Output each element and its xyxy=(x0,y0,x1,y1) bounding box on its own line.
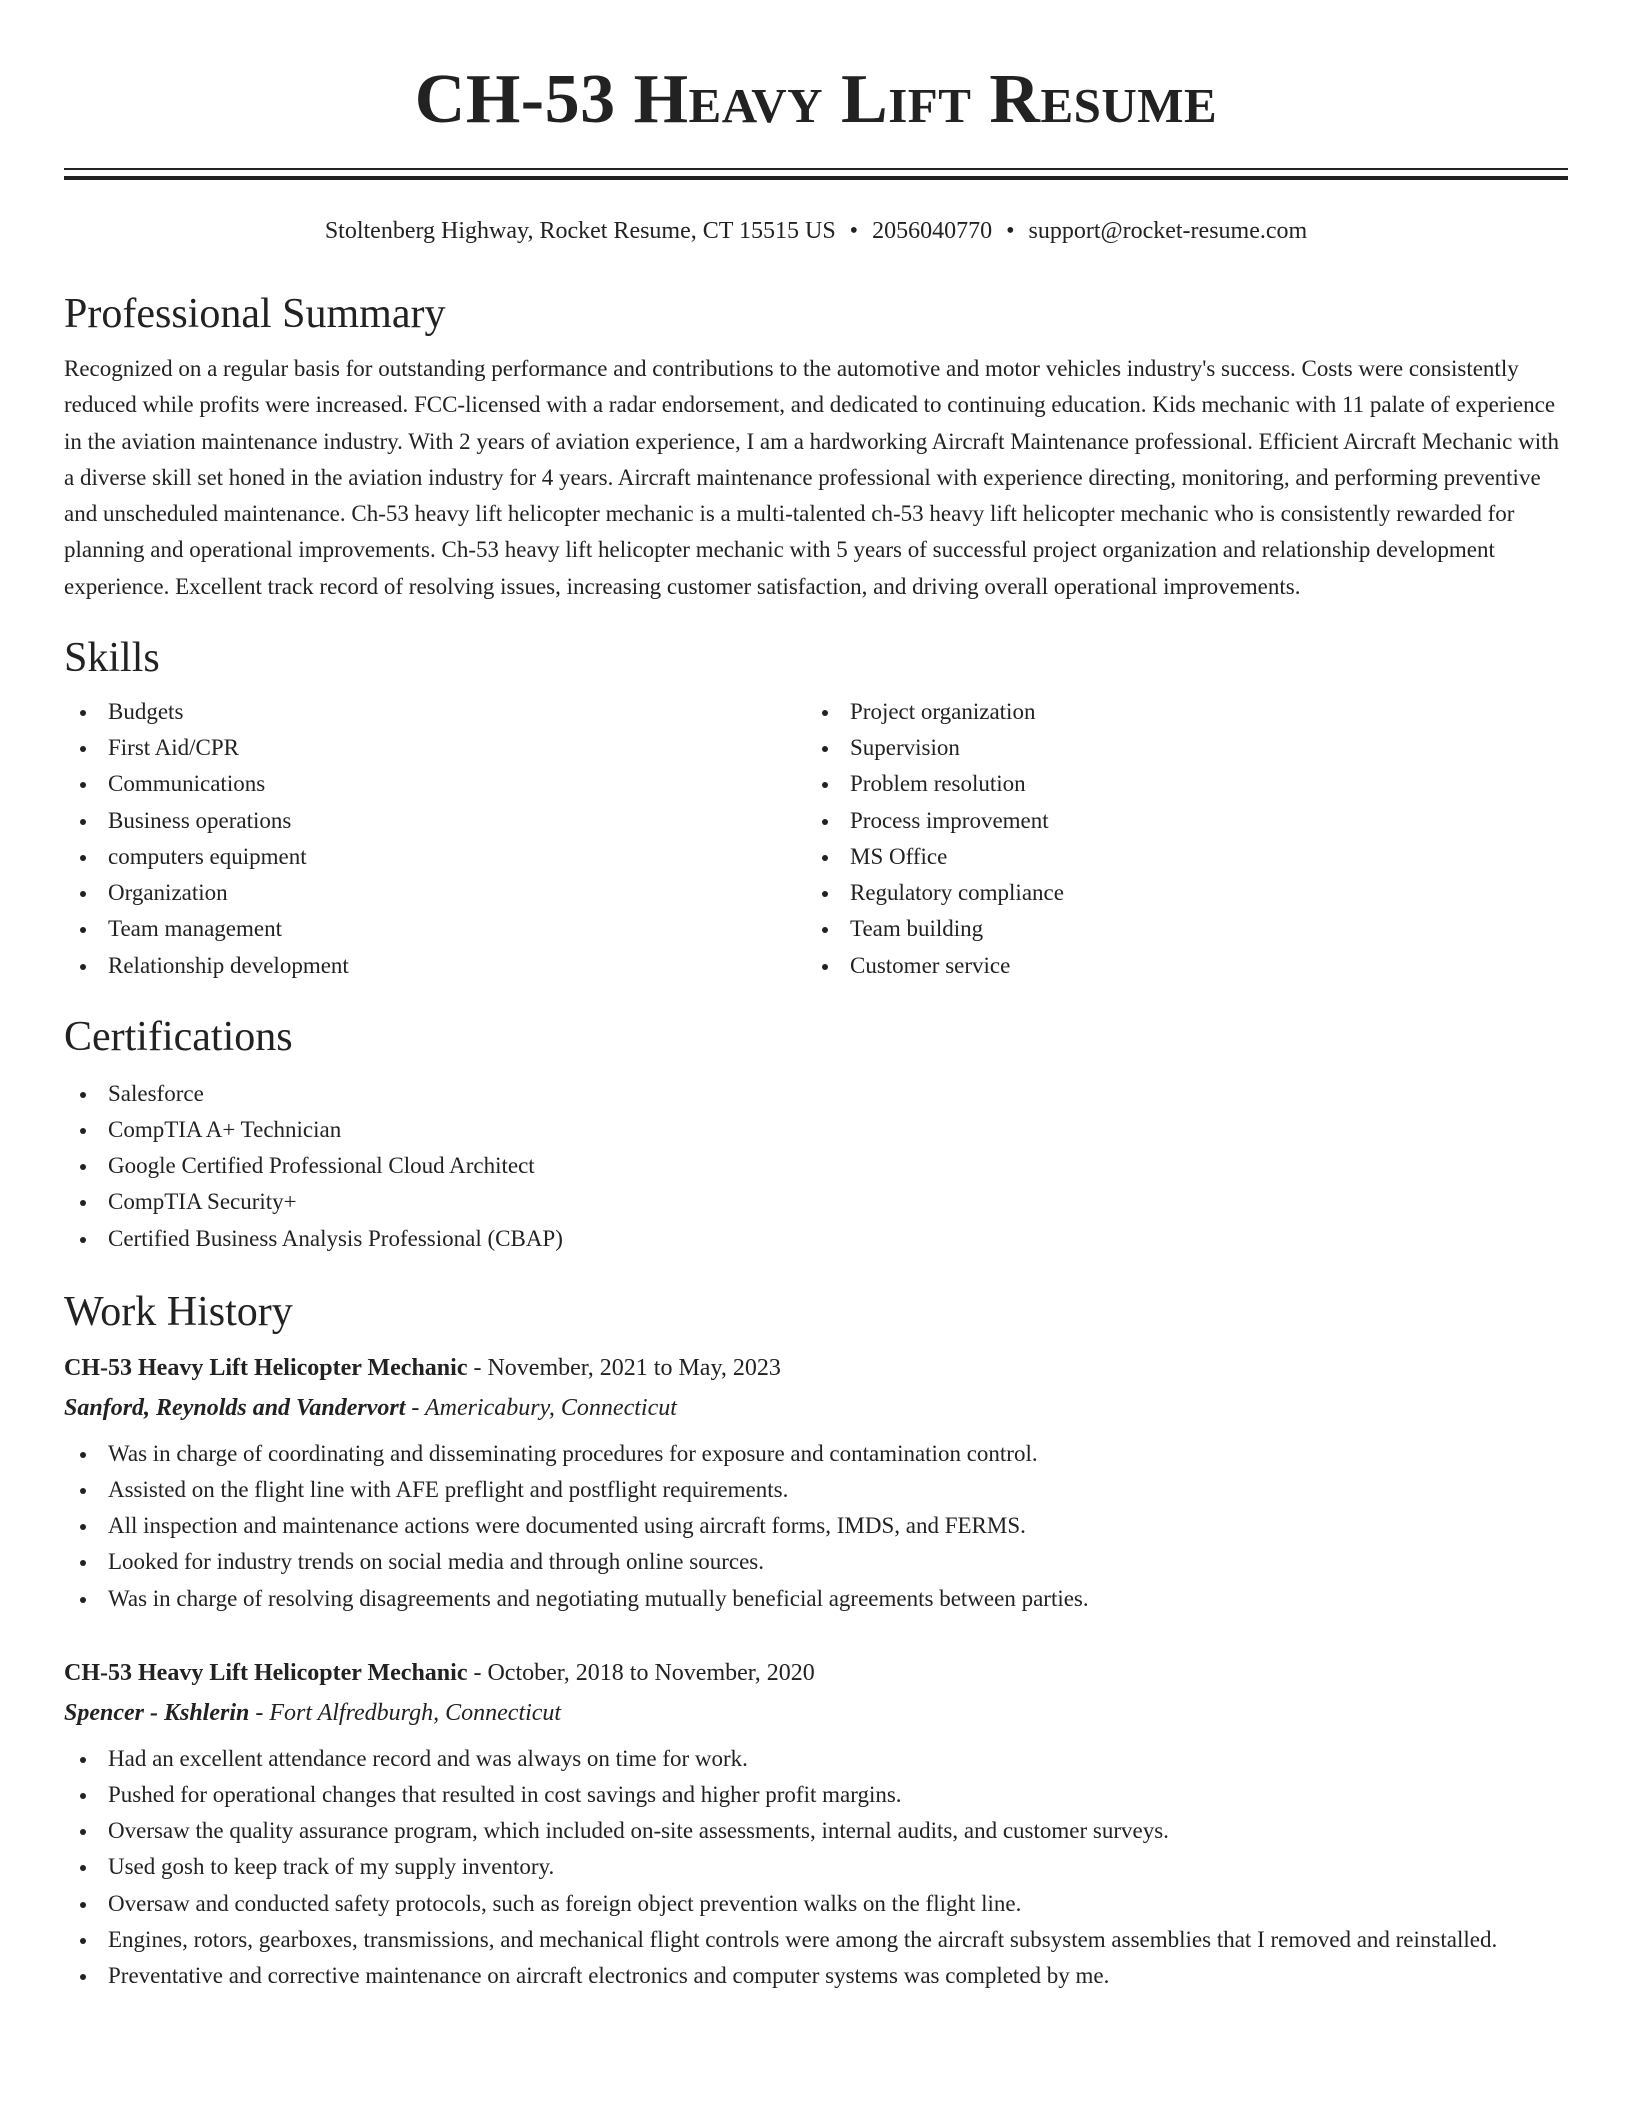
contact-email: support@rocket-resume.com xyxy=(1028,218,1308,244)
job-location: - Americabury, Connecticut xyxy=(405,1394,677,1421)
job-duty-item: Used gosh to keep track of my supply inventory. xyxy=(64,1849,1568,1885)
skill-item: Communications xyxy=(64,766,806,802)
contact-phone: 2056040770 xyxy=(872,218,993,244)
job-duty-item: Was in charge of resolving disagreements and negotiating mutually beneficial agreements between parties. xyxy=(64,1581,1568,1617)
contact-separator: • xyxy=(1006,218,1015,244)
job-company-line xyxy=(64,1388,1568,1428)
summary-heading: Professional Summary xyxy=(64,291,446,337)
skill-item: Relationship development xyxy=(64,948,806,984)
certification-item: Google Certified Professional Cloud Architect xyxy=(64,1148,1568,1184)
job-duty-item: Was in charge of coordinating and disseminating procedures for exposure and contamination control. xyxy=(64,1436,1568,1472)
job-duty-item: Looked for industry trends on social media and through online sources. xyxy=(64,1544,1568,1580)
skill-item: Regulatory compliance xyxy=(806,875,1548,911)
certification-item: Certified Business Analysis Professional (CBAP) xyxy=(64,1221,1568,1257)
resume-page xyxy=(64,0,1568,1994)
skills-heading: Skills xyxy=(64,635,160,682)
job-company: Sanford, Reynolds and Vandervort xyxy=(64,1394,406,1421)
skills-list-right xyxy=(806,694,1548,984)
skill-item: Process improvement xyxy=(806,803,1548,839)
skill-item: Business operations xyxy=(64,803,806,839)
job-duties-list xyxy=(64,1741,1568,1994)
job-duties-list xyxy=(64,1436,1568,1617)
skill-item: Supervision xyxy=(806,730,1548,766)
certifications-list xyxy=(64,1076,1568,1257)
job-entry xyxy=(64,1653,1568,1994)
job-role: CH-53 Heavy Lift Helicopter Mechanic xyxy=(64,1354,468,1381)
title-divider-thick xyxy=(64,176,1568,180)
certification-item: CompTIA Security+ xyxy=(64,1184,1568,1220)
contact-address: Stoltenberg Highway, Rocket Resume, CT 15515 US xyxy=(324,218,836,244)
contact-separator: • xyxy=(849,218,859,244)
certification-item: Salesforce xyxy=(64,1076,1568,1112)
resume-title: CH-53 Heavy Lift Resume xyxy=(414,61,1218,138)
job-duty-item: Oversaw the quality assurance program, which included on-site assessments, internal audits, and customer surveys. xyxy=(64,1813,1568,1849)
certification-item: CompTIA A+ Technician xyxy=(64,1112,1568,1148)
job-dates: - October, 2018 to November, 2020 xyxy=(467,1659,815,1686)
skill-item: Project organization xyxy=(806,694,1548,730)
skill-item: Budgets xyxy=(64,694,806,730)
job-duty-item: Pushed for operational changes that resulted in cost savings and higher profit margins. xyxy=(64,1777,1568,1813)
job-location: - Fort Alfredburgh, Connecticut xyxy=(249,1699,562,1726)
skills-grid xyxy=(64,694,1568,984)
job-company: Spencer - Kshlerin xyxy=(64,1699,250,1726)
job-duty-item: Had an excellent attendance record and was always on time for work. xyxy=(64,1741,1568,1777)
title-divider-thin xyxy=(64,168,1568,170)
skill-item: MS Office xyxy=(806,839,1548,875)
skills-list-left xyxy=(64,694,806,984)
skill-item: Team management xyxy=(64,911,806,947)
skill-item: First Aid/CPR xyxy=(64,730,806,766)
job-title-line xyxy=(64,1348,1568,1388)
summary-text: Recognized on a regular basis for outstanding performance and contributions to the automotive and motor vehicles industry's success. Costs were consistently reduced while profits were increased. FCC-licensed with a radar endorsement, and dedicated to continuing education. Kids mechanic with 11 palate of experience in the aviation maintenance industry. With 2 years of aviation experience, I am a hardworking Aircraft Maintenance professional. Efficient Aircraft Mechanic with a diverse skill set honed in the aviation industry for 4 years. Aircraft maintenance professional with experience directing, monitoring, and performing preventive and unscheduled maintenance. Ch-53 heavy lift helicopter mechanic is a multi-talented ch-53 heavy lift helicopter mechanic who is consistently rewarded for planning and operational improvements. Ch-53 heavy lift helicopter mechanic with 5 years of successful project organization and relationship development experience. Excellent track record of resolving issues, increasing customer satisfaction, and driving overall operational improvements. xyxy=(64,356,1560,599)
work-history-heading: Work History xyxy=(64,1288,293,1335)
skill-item: Organization xyxy=(64,875,806,911)
job-title-line xyxy=(64,1653,1568,1693)
skill-item: Problem resolution xyxy=(806,766,1548,802)
skill-item: Team building xyxy=(806,911,1548,947)
job-duty-item: All inspection and maintenance actions were documented using aircraft forms, IMDS, and FERMS. xyxy=(64,1508,1568,1544)
job-company-line xyxy=(64,1693,1568,1733)
skill-item: computers equipment xyxy=(64,839,806,875)
job-duty-item: Assisted on the flight line with AFE preflight and postflight requirements. xyxy=(64,1472,1568,1508)
job-duty-item: Engines, rotors, gearboxes, transmissions, and mechanical flight controls were among the aircraft subsystem assemblies that I removed and reinstalled. xyxy=(64,1922,1568,1958)
job-role: CH-53 Heavy Lift Helicopter Mechanic xyxy=(64,1659,468,1686)
job-dates: - November, 2021 to May, 2023 xyxy=(467,1354,781,1381)
job-duty-item: Preventative and corrective maintenance on aircraft electronics and computer systems was completed by me. xyxy=(64,1958,1568,1994)
skill-item: Customer service xyxy=(806,948,1548,984)
contact-line xyxy=(64,216,1568,246)
job-duty-item: Oversaw and conducted safety protocols, such as foreign object prevention walks on the flight line. xyxy=(64,1886,1568,1922)
certifications-heading: Certifications xyxy=(64,1013,293,1060)
job-entry xyxy=(64,1348,1568,1617)
